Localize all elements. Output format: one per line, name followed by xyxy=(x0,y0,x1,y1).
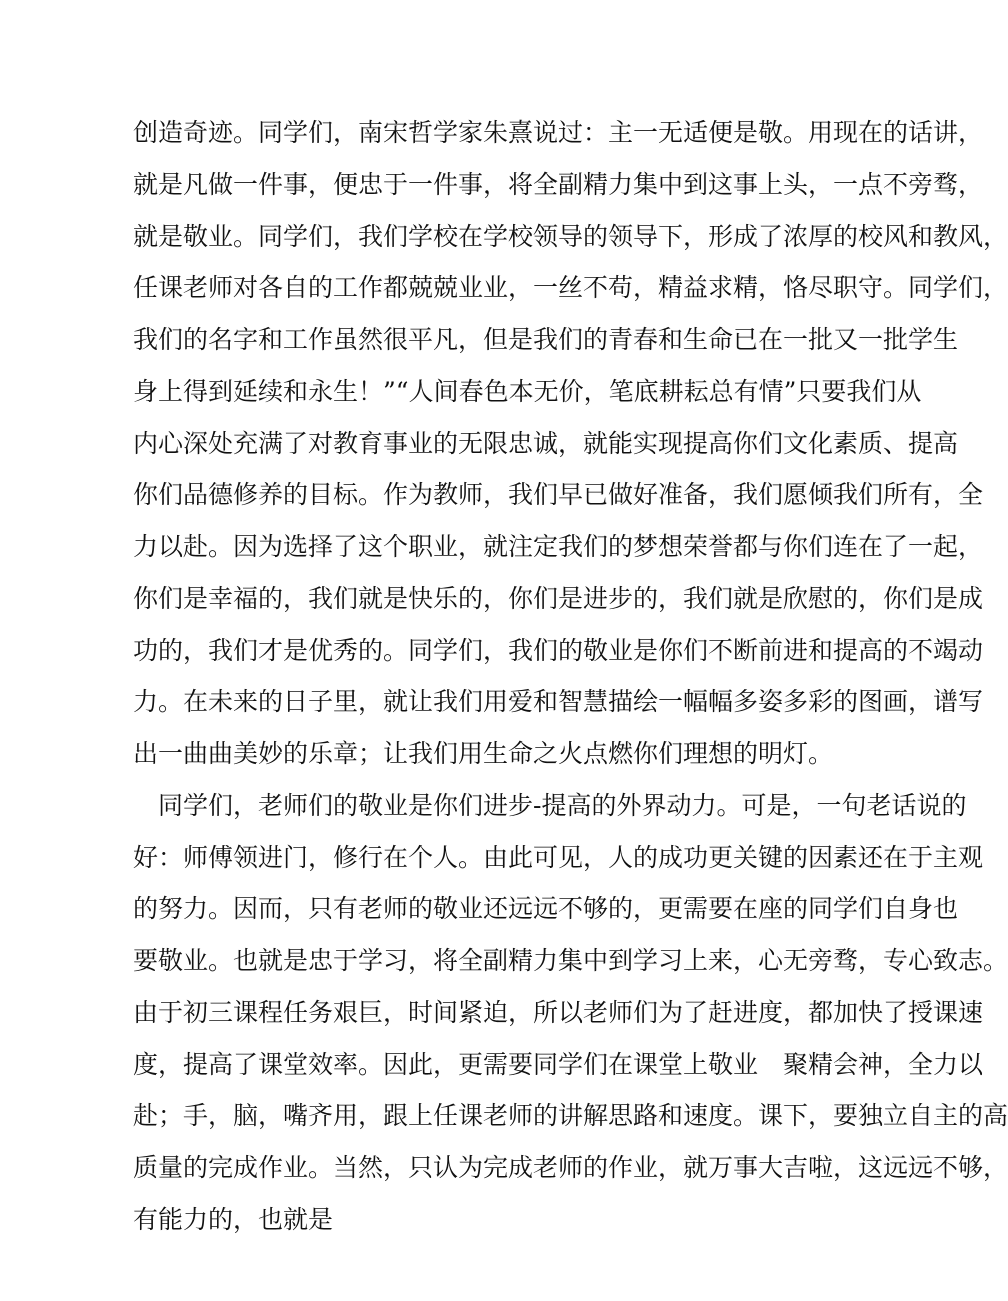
text-line: 任课老师对各自的工作都兢兢业业，一丝不苟，精益求精，恪尽职守。同学们， xyxy=(133,273,1008,302)
text-line: 赴；手，脑，嘴齐用，跟上任课老师的讲解思路和速度。课下，要独立自主的高 xyxy=(133,1101,1008,1130)
text-line: 你们是幸福的，我们就是快乐的，你们是进步的，我们就是欣慰的，你们是成 xyxy=(133,584,984,613)
text-line: 质量的完成作业。当然，只认为完成老师的作业，就万事大吉啦，这远远不够， xyxy=(133,1153,1008,1182)
text-line: 的努力。因而，只有老师的敬业还远远不够的，更需要在座的同学们自身也 xyxy=(133,894,959,923)
text-line: 力。在未来的日子里，就让我们用爱和智慧描绘一幅幅多姿多彩的图画，谱写 xyxy=(133,687,984,716)
text-line: 力以赴。因为选择了这个职业，就注定我们的梦想荣誉都与你们连在了一起， xyxy=(133,532,984,561)
text-line: 出一曲曲美妙的乐章；让我们用生命之火点燃你们理想的明灯。 xyxy=(133,739,834,768)
text-line: 度，提高了课堂效率。因此，更需要同学们在课堂上敬业 聚精会神，全力以 xyxy=(133,1050,984,1079)
text-line: 创造奇迹。同学们，南宋哲学家朱熹说过：主一无适便是敬。用现在的话讲， xyxy=(133,118,984,147)
text-line: 由于初三课程任务艰巨，时间紧迫，所以老师们为了赶进度，都加快了授课速 xyxy=(133,998,984,1027)
text-line: 要敬业。也就是忠于学习，将全副精力集中到学习上来，心无旁骛，专心致志。 xyxy=(133,946,1008,975)
text-line: 就是凡做一件事，便忠于一件事，将全副精力集中到这事上头，一点不旁骛， xyxy=(133,170,984,199)
text-line: 我们的名字和工作虽然很平凡，但是我们的青春和生命已在一批又一批学生 xyxy=(133,325,959,354)
text-line: 身上得到延续和永生！”“人间春色本无价，笔底耕耘总有情”只要我们从 xyxy=(133,377,922,406)
text-line: 好：师傅领进门，修行在个人。由此可见，人的成功更关键的因素还在于主观 xyxy=(133,843,984,872)
text-line: 同学们，老师们的敬业是你们进步-提高的外界动力。可是，一句老话说的 xyxy=(158,791,967,820)
text-line: 有能力的，也就是 xyxy=(133,1205,334,1234)
text-line: 你们品德修养的目标。作为教师，我们早已做好准备，我们愿倾我们所有，全 xyxy=(133,480,984,509)
text-line: 内心深处充满了对教育事业的无限忠诚，就能实现提高你们文化素质、提高 xyxy=(133,429,959,458)
text-line: 就是敬业。同学们，我们学校在学校领导的领导下，形成了浓厚的校风和教风， xyxy=(133,222,1008,251)
text-line: 功的，我们才是优秀的。同学们，我们的敬业是你们不断前进和提高的不竭动 xyxy=(133,636,984,665)
